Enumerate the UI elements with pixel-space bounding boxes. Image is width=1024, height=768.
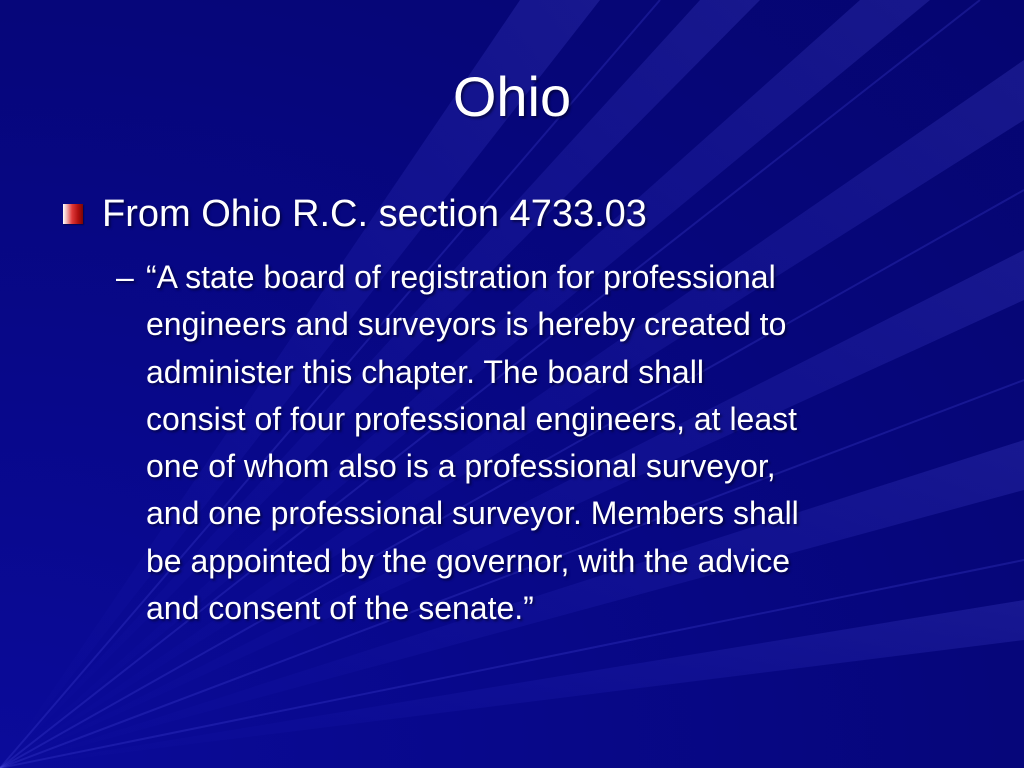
bullet-text: From Ohio R.C. section 4733.03: [102, 193, 647, 235]
quote-line: administer this chapter. The board shall: [146, 353, 704, 390]
quote-line: “A state board of registration for professional: [146, 259, 776, 295]
quote-line: consist of four professional engineers, at least: [146, 400, 798, 437]
quote-line: one of whom also is a professional surveyor,: [146, 448, 776, 485]
sub-bullet-quote: [146, 254, 974, 632]
quote-line: and consent of the senate.”: [146, 590, 534, 627]
quote-line: engineers and surveyors is hereby created to: [146, 306, 787, 343]
bullet-square-icon: [63, 204, 83, 224]
quote-line: be appointed by the governor, with the advice: [146, 542, 790, 579]
quote-line: and one professional surveyor. Members shall: [146, 495, 799, 532]
slide-title: Ohio: [452, 65, 572, 128]
sub-bullet-dash: –: [116, 259, 134, 295]
